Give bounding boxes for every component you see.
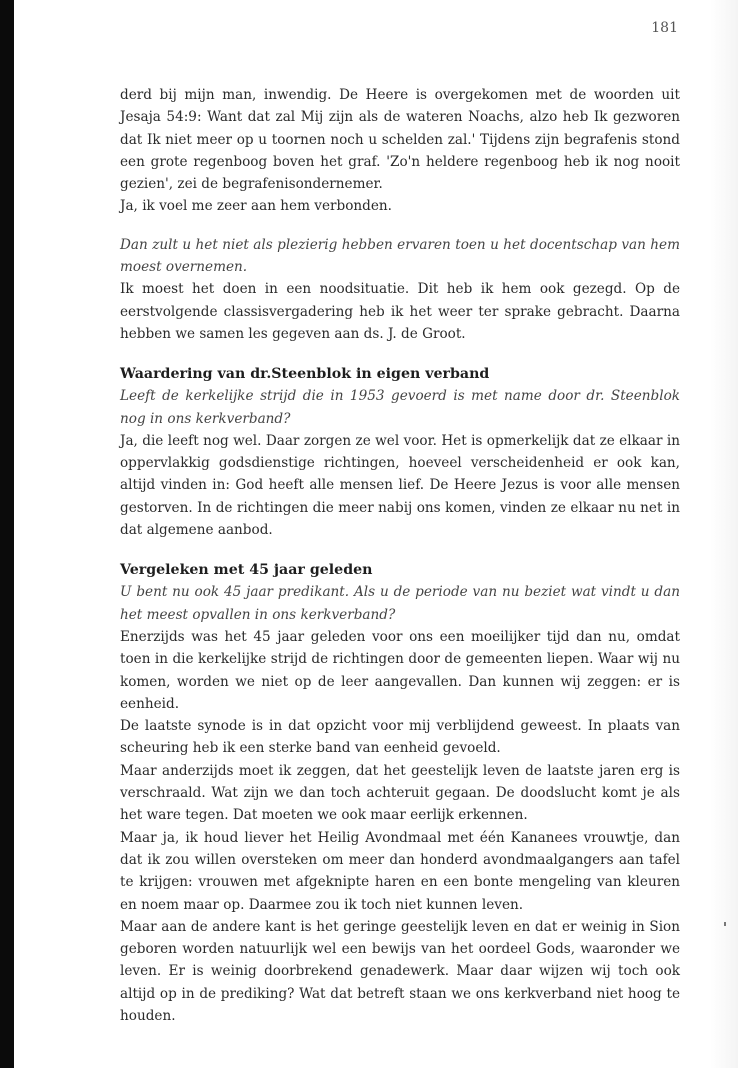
- section-heading: Waardering van dr.Steenblok in eigen verband: [120, 366, 490, 383]
- interview-answer: Ja, die leeft nog wel. Daar zorgen ze wel voor. Het is opmerkelijk dat ze elkaar in oppervlakkig godsdienstige richtingen, hoeveel verscheidenheid er ook kan, altijd vinden in: God heeft alle mensen lief. De Heere Jezus is voor alle mensen gestorven. In de richtingen die meer nabij ons komen, vinden ze elkaar nu net in dat algemene aanbod.: [120, 432, 680, 539]
- page-body: [120, 84, 680, 1027]
- scan-speck: [724, 922, 726, 926]
- intro-paragraph: derd bij mijn man, inwendig. De Heere is overgekomen met de woorden uit Jesaja 54:9: Want dat zal Mij zijn als de wateren Noachs, alzo heb Ik gezworen dat Ik niet meer op u toornen noch u schelden zal.' Tijdens zijn begrafenis stond een grote regenboog boven het graf. 'Zo'n heldere regenboog heb ik nog nooit gezien', zei de begrafenisondernemer.: [120, 87, 680, 193]
- answer-paragraph: Maar aan de andere kant is het geringe geestelijk leven en dat er weinig in Sion geboren worden natuurlijk wel een bewijs van het oordeel Gods, waaronder we leven. Er is weinig doorbrekend genadewerk. Maar daar wijzen wij toch ook altijd op in de prediking? Wat dat betreft staan we ons kerkverband niet hoog te houden.: [120, 918, 680, 1024]
- answer-paragraph: Maar anderzijds moet ik zeggen, dat het geestelijk leven de laatste jaren erg is verschraald. Wat zijn we dan toch achteruit gegaan. De doodslucht komt je als het ware tegen. Dat moeten we ook maar eerlijk erkennen.: [120, 762, 680, 824]
- interview-question: U bent nu ook 45 jaar predikant. Als u de periode van nu beziet wat vindt u dan het meest opvallen in ons kerkverband?: [120, 584, 680, 623]
- answer-paragraph: Enerzijds was het 45 jaar geleden voor ons een moeilijker tijd dan nu, omdat toen in die kerkelijke strijd de richtingen door de gemeenten liepen. Waar wij nu komen, worden we niet op de leer aangevallen. Dan kunnen wij zeggen: er is eenheid.: [120, 628, 680, 712]
- scan-right-margin: [710, 0, 738, 1068]
- scan-binding-edge: [0, 0, 14, 1068]
- interview-answer: Ik moest het doen in een noodsituatie. Dit heb ik hem ook gezegd. Op de eerstvolgende classisvergadering heb ik het weer ter sprake gebracht. Daarna hebben we samen les gegeven aan ds. J. de Groot.: [120, 281, 680, 342]
- section-heading: Vergeleken met 45 jaar geleden: [120, 562, 373, 579]
- interview-question: Dan zult u het niet als plezierig hebben ervaren toen u het docentschap van hem moest overnemen.: [120, 236, 680, 276]
- intro-paragraph: Ja, ik voel me zeer aan hem verbonden.: [120, 198, 392, 215]
- page-number: 181: [651, 20, 678, 36]
- interview-question: Leeft de kerkelijke strijd die in 1953 gevoerd is met name door dr. Steenblok nog in ons kerkverband?: [120, 388, 680, 427]
- answer-paragraph: Maar ja, ik houd liever het Heilig Avondmaal met één Kananees vrouwtje, dan dat ik zou willen oversteken om meer dan honderd avondmaalgangers aan tafel te krijgen: vrouwen met afgeknipte haren en een bonte mengeling van kleuren en noem maar op. Daarmee zou ik toch niet kunnen leven.: [120, 829, 680, 913]
- answer-paragraph: De laatste synode is in dat opzicht voor mij verblijdend geweest. In plaats van scheuring heb ik een sterke band van eenheid gevoeld.: [120, 718, 680, 757]
